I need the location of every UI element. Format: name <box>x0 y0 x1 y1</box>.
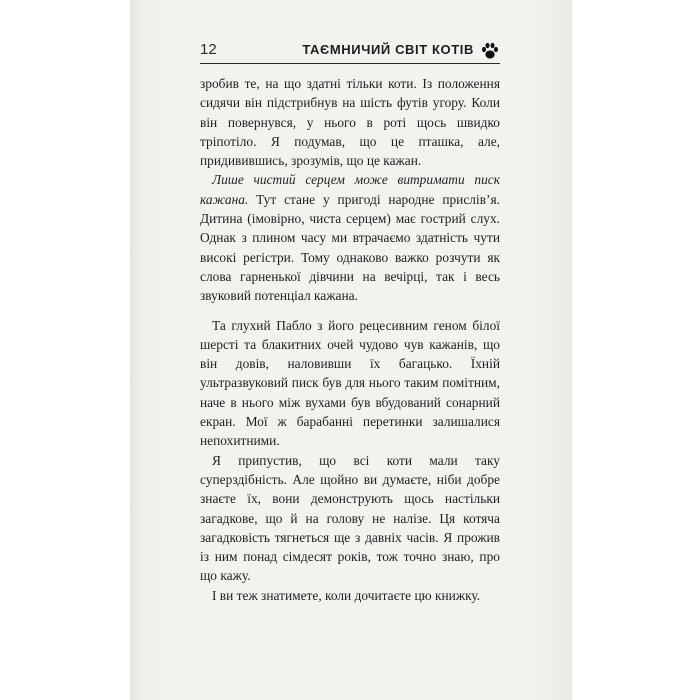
paragraph-3: Та глухий Пабло з його рецесивним геном білої шерсті та блакитних очей чудово чув кажанів, що він довів, наловивши їх багацько. Їхній ультразвуковий писк був для нього таким помітним, наче в нього між вухами був вбудований сонарний екран. Мої ж барабанні перетинки залишалися непохитними. <box>200 317 500 449</box>
paragraph-1: зробив те, на що здатні тільки коти. Із положення сидячи він підстрибнув на шість футів угору. Коли він повернувся, у нього в роті щось швидко тріпотіло. Я подумав, що це пташка, але, придивившись, зрозумів, що це кажан. <box>200 76 500 169</box>
paragraph-2 <box>200 170 500 305</box>
header-rule <box>200 63 500 64</box>
running-title: ТАЄМНИЧИЙ СВІТ КОТІВ <box>302 42 474 57</box>
running-header <box>200 38 500 66</box>
paw-icon <box>480 41 500 61</box>
paragraph-5: І ви теж знатимете, коли дочитаєте цю книжку. <box>212 587 481 603</box>
page-number: 12 <box>200 41 217 58</box>
body-text <box>200 74 500 605</box>
paragraph-4: Я припустив, що всі коти мали таку суперздібність. Але щойно ви думаєте, ніби добре знаєте їх, вони демонструють щось настільки загадкове, що й на голову не налізе. Ця котяча загадковість тягнеться ще з давніх часів. Я прожив із ним понад сімдесят років, тож точно знаю, про що кажу. <box>200 452 500 584</box>
book-page <box>130 0 572 700</box>
paragraph-2-rest: Тут стане у пригоді народне прислів’я. Дитина (імовірно, чиста серцем) має гострий слух. Однак з плином часу ми втрачаємо здатність чути високі регістри. Тому однаково важко розчути як слова гарненької дівчини на вечірці, так і весь звуковий потенціал кажана. <box>200 191 500 304</box>
proverb-italic: Лише чистий серцем може витримати писк кажана. <box>200 172 500 207</box>
